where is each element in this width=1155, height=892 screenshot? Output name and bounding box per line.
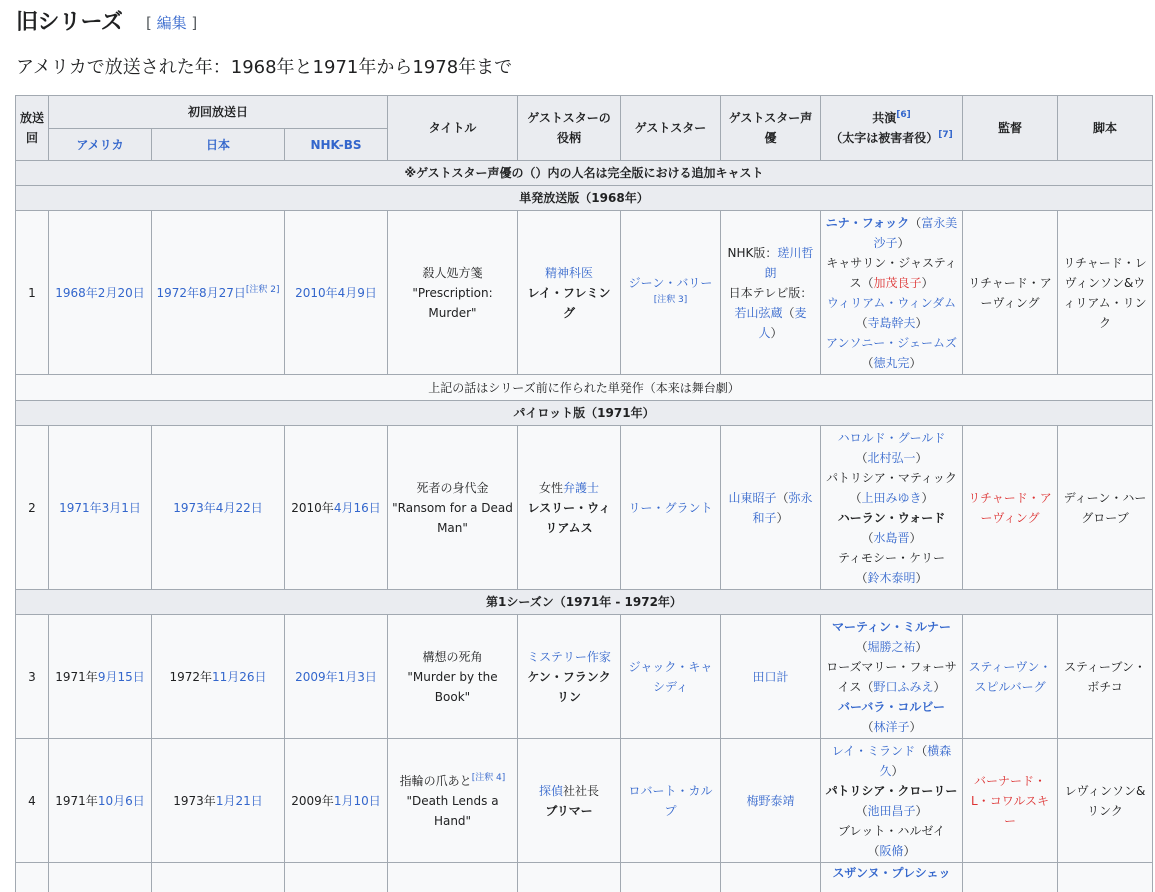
link[interactable]: 1972年8月27日 [156, 285, 246, 300]
link[interactable]: 田口計 [752, 669, 789, 684]
header-first-air: 初回放送日 [49, 96, 388, 129]
cast-note-ref-link[interactable]: [7] [938, 130, 953, 140]
link[interactable]: スザンヌ・プレシェッ [832, 866, 951, 880]
link[interactable]: 1973年4月22日 [173, 500, 263, 515]
link[interactable]: 池田昌子 [867, 803, 916, 818]
section-pilot: パイロット版（1971年） [16, 401, 1153, 426]
header-guest-star: ゲストスター [621, 96, 721, 161]
link[interactable]: ロバート・カルプ [628, 783, 713, 818]
intro-text: アメリカで放送された年：1968年と1971年から1978年まで [16, 57, 513, 78]
section-single: 単発放送版（1968年） [16, 186, 1153, 211]
link[interactable]: 野口ふみえ [873, 679, 934, 694]
section-heading: 旧シリーズ [16, 10, 123, 35]
header-usa-link[interactable]: アメリカ [49, 129, 152, 161]
link[interactable]: 4月16日 [333, 500, 381, 515]
link[interactable]: ハロルド・グールド [837, 430, 946, 445]
header-guest-voice: ゲストスター声優 [721, 96, 821, 161]
note-voice-row: ※ゲストスター声優の（）内の人名は完全版における追加キャスト [16, 161, 1153, 186]
header-cast: 共演[6] （太字は被害者役）[7] [821, 96, 963, 161]
link[interactable]: ジーン・バリー [628, 275, 713, 290]
link[interactable]: 1968年2月20日 [55, 285, 145, 300]
link[interactable]: 林洋子 [873, 719, 910, 734]
link[interactable]: ジャック・キャシディ [628, 659, 713, 694]
link[interactable]: 鈴木泰明 [867, 570, 916, 585]
header-guest-role: ゲストスターの役柄 [518, 96, 621, 161]
link[interactable]: 11月26日 [212, 669, 267, 684]
header-writer: 脚本 [1058, 96, 1153, 161]
footnote-link[interactable]: [注釈 3] [653, 294, 688, 305]
table-row: 2 1971年3月1日 1973年4月22日 2010年4月16日 死者の身代金 "Ransom for a Dead Man" 女性弁護士 レスリー・ウィリアムス リー・グラント 山東昭子（弥永和子） ハロルド・グールド （北村弘一） パトリシア・マティック（上田みゆき） ハーラン・ウォード （水島晋） ティモシー・ケリー （鈴木泰明） リチャード・アーヴィング ディーン・ハーグローブ [16, 426, 1153, 590]
link[interactable]: 阪脩 [879, 843, 904, 858]
link[interactable]: バーナード・L・コワルスキー [971, 773, 1049, 828]
link[interactable]: バーバラ・コルビー [838, 699, 945, 714]
header-title: タイトル [388, 96, 518, 161]
header-director: 監督 [963, 96, 1058, 161]
link[interactable]: 1971年3月1日 [59, 500, 141, 515]
link[interactable]: 1月21日 [215, 793, 263, 808]
note-origin-row: 上記の話はシリーズ前に作られた単発作（本来は舞台劇） [16, 375, 1153, 401]
edit-link[interactable]: 編集 [156, 14, 187, 32]
link[interactable]: 麦人 [758, 305, 807, 340]
link[interactable]: 2009年1月3日 [295, 669, 377, 684]
footnote-link[interactable]: [注釈 4] [471, 772, 506, 783]
link[interactable]: ウィリアム・ウィンダム [826, 295, 957, 310]
link[interactable]: 寺島幹夫 [867, 315, 916, 330]
header-japan-link[interactable]: 日本 [152, 129, 285, 161]
link[interactable]: 精神科医 [544, 265, 593, 280]
link[interactable]: レイ・ミランド [831, 743, 916, 758]
link[interactable]: ニナ・フォック [825, 215, 910, 230]
link[interactable]: 梅野泰靖 [746, 793, 795, 808]
footnote-link[interactable]: [注釈 2] [245, 284, 280, 295]
table-row: 4 1971年10月6日 1973年1月21日 2009年1月10日 指輪の爪あと[注釈 4] "Death Lends a Hand" 探偵社社長 ブリマー ロバート・カルプ 梅野泰靖 レイ・ミランド（横森久） パトリシア・クローリー（池田昌子） ブレット・ハルゼイ （阪脩） バーナード・L・コワルスキー レヴィンソン&リンク [16, 739, 1153, 863]
link[interactable]: 山東昭子 [728, 490, 777, 505]
link[interactable]: 富永美沙子 [873, 215, 958, 250]
link[interactable]: 弁護士 [563, 480, 600, 495]
link[interactable]: 10月6日 [97, 793, 145, 808]
link[interactable]: ミステリー作家 [527, 649, 611, 664]
link[interactable]: 1月10日 [333, 793, 381, 808]
link[interactable]: リチャード・アーヴィング [968, 490, 1052, 525]
link[interactable]: 堀勝之祐 [867, 639, 916, 654]
table-row [16, 863, 1153, 892]
link[interactable]: 若山弦蔵 [734, 305, 783, 320]
link[interactable]: マーティン・ミルナー [831, 619, 952, 634]
edit-section: [ 編集 ] [146, 14, 198, 32]
link[interactable]: 2010年4月9日 [295, 285, 377, 300]
cast-ref-link[interactable]: [6] [896, 110, 911, 120]
link[interactable]: 上田みゆき [861, 490, 922, 505]
section-season1: 第1シーズン（1971年 - 1972年） [16, 590, 1153, 615]
link[interactable]: 水島晋 [873, 530, 910, 545]
header-episode: 放送回 [16, 96, 49, 161]
link[interactable]: 瑳川哲朗 [764, 245, 814, 280]
link[interactable]: 探偵 [538, 783, 563, 798]
table-row: 1 1968年2月20日 1972年8月27日[注釈 2] 2010年4月9日 殺人処方箋 "Prescription: Murder" 精神科医 レイ・フレミング ジーン・バリー [注釈 3] NHK版：瑳川哲朗 日本テレビ版：若山弦蔵（麦人） ニナ・フォック（富永美沙子） キャサリン・ジャスティス（加茂良子） ウィリアム・ウィンダム（寺島幹夫） アンソニー・ジェームズ（徳丸完） リチャード・アーヴィング リチャード・レヴィンソン&ウィリアム・リンク [16, 211, 1153, 375]
link[interactable]: 横森久 [879, 743, 952, 778]
link[interactable]: 加茂良子 [873, 275, 922, 290]
link[interactable]: 徳丸完 [873, 355, 910, 370]
episode-table [15, 95, 1153, 892]
link[interactable]: 弥永和子 [752, 490, 813, 525]
link[interactable]: 9月15日 [97, 669, 145, 684]
link[interactable]: 北村弘一 [867, 450, 916, 465]
link[interactable]: リー・グラント [628, 500, 713, 515]
header-nhkbs-link[interactable]: NHK-BS [285, 129, 388, 161]
link[interactable]: スティーヴン・スピルバーグ [968, 659, 1052, 694]
table-row: 3 1971年9月15日 1972年11月26日 2009年1月3日 構想の死角 "Murder by the Book" ミステリー作家 ケン・フランクリン ジャック・キャシディ 田口計 マーティン・ミルナー （堀勝之祐） ローズマリー・フォーサイス（野口ふみえ） バーバラ・コルビー （林洋子） スティーヴン・スピルバーグ スティーブン・ボチコ [16, 615, 1153, 739]
link[interactable]: アンソニー・ジェームズ [825, 335, 958, 350]
